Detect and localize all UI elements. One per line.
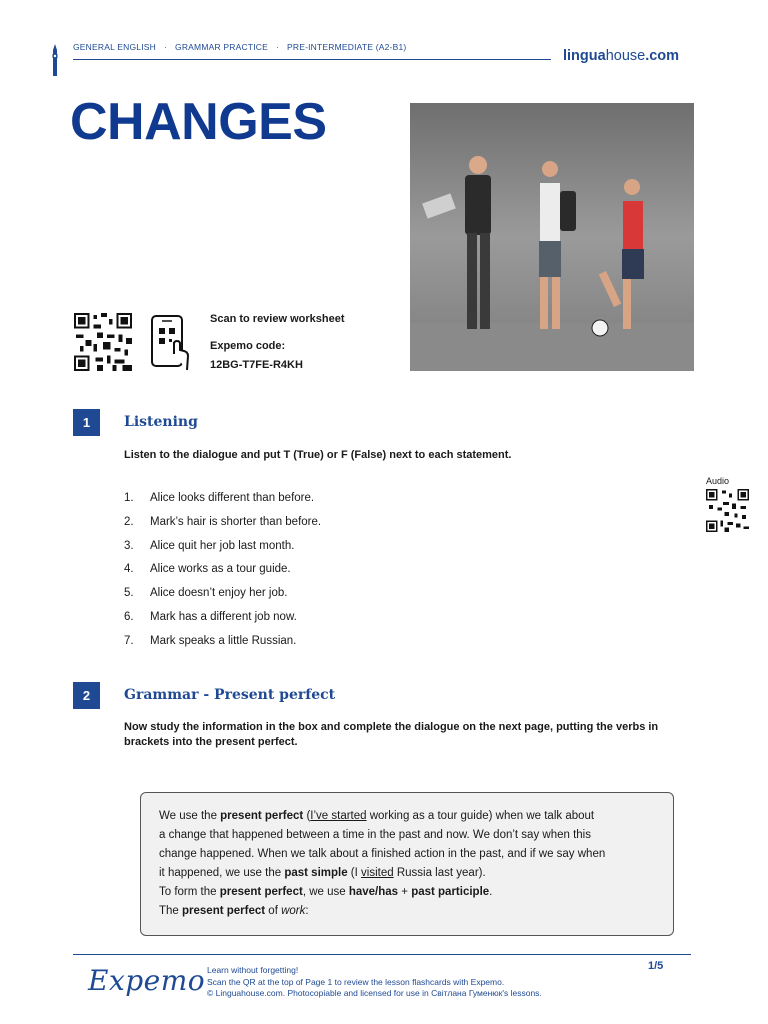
- footer-line: Scan the QR at the top of Page 1 to review the lesson flashcards with Expemo.: [207, 976, 505, 987]
- section-title: Listening: [124, 414, 198, 430]
- brand-logo[interactable]: linguahouse.com: [563, 48, 680, 64]
- expemo-code-label: Expemo code:: [210, 340, 286, 352]
- header-divider: [73, 59, 551, 60]
- qr-code[interactable]: [73, 313, 133, 371]
- instruction-text: Now study the information in the box and complete the dialogue on the next page, putting the verbs in brackets into the present perfect.: [124, 721, 659, 748]
- grammar-line: The present perfect of work:: [159, 905, 309, 917]
- instruction-text: Listen to the dialogue and put T (True) or F (False) next to each statement.: [124, 449, 512, 461]
- breadcrumb-separator: ·: [164, 42, 168, 52]
- footer-line: © Linguahouse.com. Photocopiable and licensed for use in Світлана Гуменюк's lessons.: [207, 988, 542, 998]
- big-ben-icon: [50, 44, 60, 76]
- section-title: Grammar - Present perfect: [124, 687, 336, 703]
- grammar-line: To form the present perfect, we use have/has + past participle.: [159, 886, 493, 898]
- footer-divider: [73, 954, 691, 955]
- section-number-badge: 1: [73, 409, 100, 436]
- breadcrumb-separator: ·: [275, 42, 279, 52]
- grammar-info-box: [140, 792, 674, 936]
- expemo-code-value: 12BG-T7FE-R4KH: [210, 359, 303, 371]
- grammar-line: it happened, we use the past simple (I visited Russia last year).: [159, 867, 486, 879]
- breadcrumb-item[interactable]: PRE-INTERMEDIATE (A2-B1): [287, 42, 407, 52]
- page-title: CHANGES: [70, 93, 327, 151]
- page-number: 1/5: [648, 960, 664, 972]
- hero-photo: [410, 103, 694, 371]
- breadcrumb-item[interactable]: GRAMMAR PRACTICE: [175, 42, 268, 52]
- phone-scan-icon: [150, 314, 190, 372]
- expemo-logo[interactable]: Expemo: [88, 964, 206, 997]
- section-number-badge: 2: [73, 682, 100, 709]
- grammar-line: a change that happened between a time in the past and now. We don’t say when this: [159, 829, 591, 841]
- audio-qr-code[interactable]: [705, 489, 750, 532]
- breadcrumb-item[interactable]: GENERAL ENGLISH: [73, 42, 156, 52]
- grammar-line: We use the present perfect (I’ve started working as a tour guide) when we talk about: [159, 810, 595, 822]
- breadcrumb: [73, 42, 406, 52]
- footer-line: Learn without forgetting!: [207, 965, 299, 975]
- footer-text: [207, 965, 542, 1000]
- audio-label: Audio: [706, 476, 730, 486]
- scan-label: Scan to review worksheet: [210, 313, 345, 325]
- grammar-line: change happened. When we talk about a finished action in the past, and if we say when: [159, 848, 606, 860]
